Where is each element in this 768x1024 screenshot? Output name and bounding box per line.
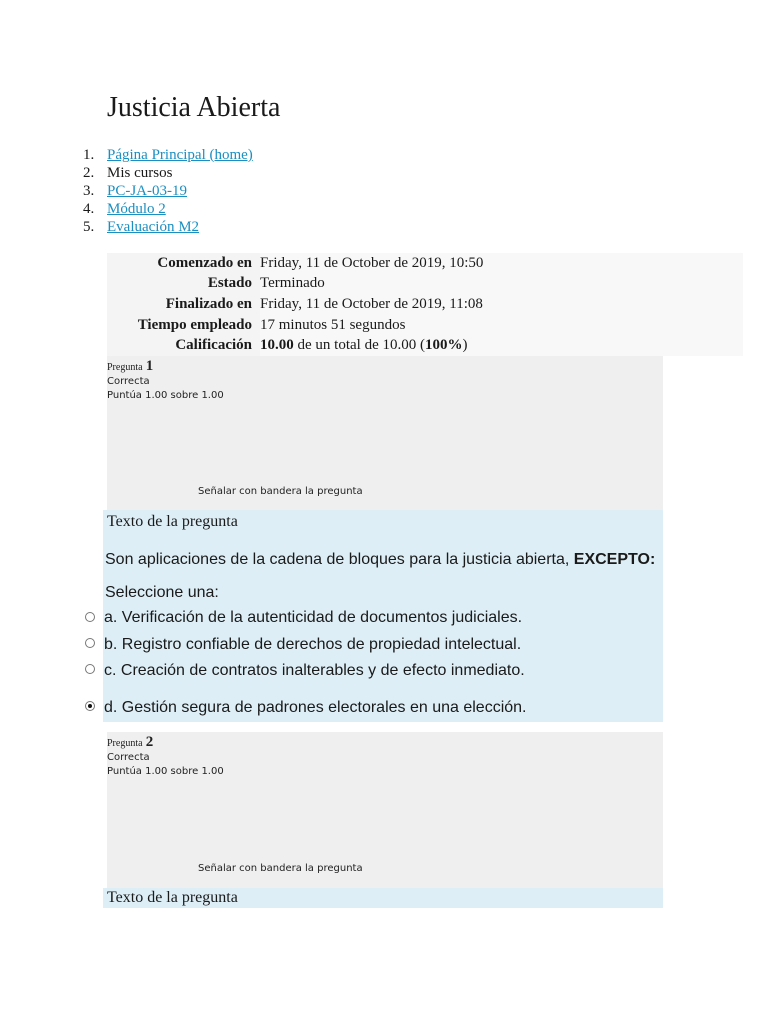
breadcrumb <box>83 146 253 236</box>
question-1-text-heading: Texto de la pregunta <box>107 513 238 530</box>
summary-row-grade: Calificación 10.00 de un total de 10.00 (100%) <box>107 335 743 356</box>
breadcrumb-link-course[interactable]: PC-JA-03-19 <box>107 183 188 199</box>
option-c-radio[interactable] <box>82 661 98 677</box>
question-2-status: Correcta <box>107 752 150 763</box>
breadcrumb-item-quiz: 5. Evaluación M2 <box>83 219 200 235</box>
page-title: Justicia Abierta <box>107 92 281 123</box>
question-1-stem: Son aplicaciones de la cadena de bloques para la justicia abierta, EXCEPTO: <box>105 551 656 568</box>
option-b-label[interactable]: b. Registro confiable de derechos de propiedad intelectual. <box>104 636 522 653</box>
question-1-instruction: Seleccione una: <box>105 584 219 601</box>
option-d-label[interactable]: d. Gestión segura de padrones electorales en una elección. <box>104 699 527 716</box>
flag-question-1-link[interactable]: Señalar con bandera la pregunta <box>198 486 363 497</box>
question-2-points: Puntúa 1.00 sobre 1.00 <box>107 766 224 777</box>
breadcrumb-item-home: 1. Página Principal (home) <box>83 147 253 163</box>
question-2-text-heading: Texto de la pregunta <box>107 889 238 906</box>
breadcrumb-item-module: 4. Módulo 2 <box>83 201 166 217</box>
question-2-number: 2 <box>145 734 154 750</box>
flag-question-2-link[interactable]: Señalar con bandera la pregunta <box>198 863 363 874</box>
breadcrumb-item-course: 3. PC-JA-03-19 <box>83 183 188 199</box>
summary-row-started: Comenzado en Friday, 11 de October de 2019, 10:50 <box>107 253 743 274</box>
summary-row-time: Tiempo empleado 17 minutos 51 segundos <box>107 315 743 336</box>
option-a-radio[interactable] <box>82 609 98 625</box>
option-c-label[interactable]: c. Creación de contratos inalterables y de efecto inmediato. <box>104 662 525 679</box>
question-1-points: Puntúa 1.00 sobre 1.00 <box>107 390 224 401</box>
breadcrumb-link-quiz[interactable]: Evaluación M2 <box>107 219 200 235</box>
question-2-info: Pregunta 2 Correcta Puntúa 1.00 sobre 1.00 Señalar con bandera la pregunta <box>107 732 663 888</box>
option-a-label[interactable]: a. Verificación de la autenticidad de documentos judiciales. <box>104 609 523 626</box>
option-b-radio[interactable] <box>82 635 98 651</box>
breadcrumb-link-module[interactable]: Módulo 2 <box>107 201 166 217</box>
breadcrumb-item-my-courses: 2. Mis cursos <box>83 165 173 181</box>
question-2-text-panel <box>103 888 663 908</box>
option-d-radio[interactable] <box>82 698 98 714</box>
summary-row-finished: Finalizado en Friday, 11 de October de 2019, 11:08 <box>107 294 743 315</box>
summary-row-state: Estado Terminado <box>107 274 743 295</box>
question-1-number: 1 <box>145 358 154 374</box>
breadcrumb-text-my-courses: Mis cursos <box>107 165 173 181</box>
question-1-status: Correcta <box>107 376 150 387</box>
breadcrumb-link-home[interactable]: Página Principal (home) <box>107 147 253 163</box>
question-1-info: Pregunta 1 Correcta Puntúa 1.00 sobre 1.00 Señalar con bandera la pregunta <box>107 356 663 510</box>
attempt-summary <box>107 253 743 356</box>
